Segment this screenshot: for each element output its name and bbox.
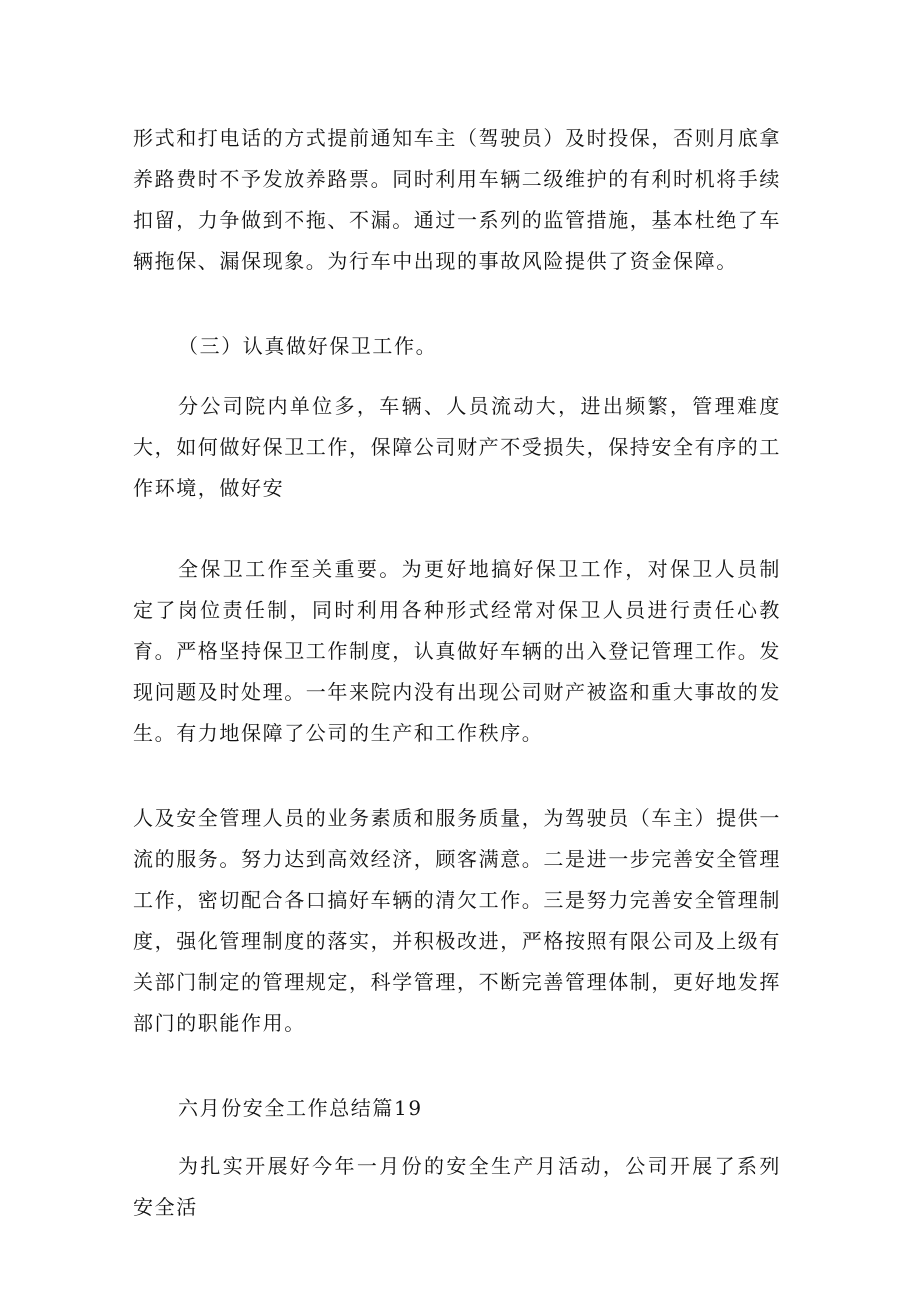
article-title-june-safety-summary: 六月份安全工作总结篇19: [178, 1096, 423, 1120]
section-heading-security-work: （三）认真做好保卫工作。: [178, 334, 438, 358]
paragraph-safety-month-activities: 为扎实开展好今年一月份的安全生产月活动，公司开展了系列安全活: [133, 1154, 781, 1219]
paragraph-management-plans: 人及安全管理人员的业务素质和服务质量，为驾驶员（车主）提供一流的服务。努力达到高效经济，顾客满意。二是进一步完善安全管理工作，密切配合各口搞好车辆的清欠工作。三是努力完善安全管理制度，强化管理制度的落实，并积极改进，严格按照有限公司及上级有关部门制定的管理规定，科学管理，不断完善管理体制，更好地发挥部门的职能作用。: [133, 806, 781, 1035]
paragraph-security-intro: 分公司院内单位多，车辆、人员流动大，进出频繁，管理难度大，如何做好保卫工作，保障公司财产不受损失，保持安全有序的工作环境，做好安: [133, 394, 781, 500]
paragraph-security-measures: 全保卫工作至关重要。为更好地搞好保卫工作，对保卫人员制定了岗位责任制，同时利用各种形式经常对保卫人员进行责任心教育。严格坚持保卫工作制度，认真做好车辆的出入登记管理工作。发现问题及时处理。一年来院内没有出现公司财产被盗和重大事故的发生。有力地保障了公司的生产和工作秩序。: [133, 557, 781, 745]
paragraph-insurance-monitoring: 形式和打电话的方式提前通知车主（驾驶员）及时投保，否则月底拿养路费时不予发放养路票。同时利用车辆二级维护的有利时机将手续扣留，力争做到不拖、不漏。通过一系列的监管措施，基本杜绝了车辆拖保、漏保现象。为行车中出现的事故风险提供了资金保障。: [133, 126, 781, 273]
